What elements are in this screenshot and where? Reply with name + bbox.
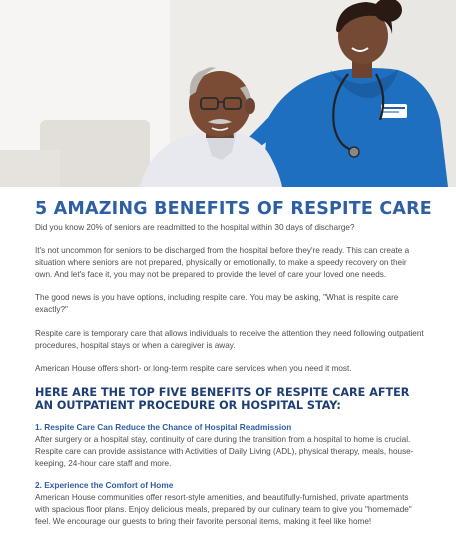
body-paragraph: It's not uncommon for seniors to be discharged from the hospital before they're ready. This can create a situation where seniors are not prepared, physically or emotionally, to make a speedy recovery on their own. And let's face it, you may not be prepared to provide the level of care your loved one needs. — [35, 246, 410, 280]
benefit-heading: 2. Experience the Comfort of Home — [35, 480, 174, 491]
page-title: 5 AMAZING BENEFITS OF RESPITE CARE — [35, 199, 432, 219]
benefit-item — [35, 480, 425, 528]
hero-photo — [0, 0, 456, 187]
article-body — [35, 222, 425, 538]
body-paragraph: Respite care is temporary care that allows individuals to receive the attention they need following outpatient procedures, hospital stays or when a caregiver is away. — [35, 328, 424, 350]
benefit-item — [35, 422, 425, 470]
body-paragraph: The good news is you have options, including respite care. You may be asking, "What is respite care exactly?" — [35, 293, 399, 315]
section-heading: HERE ARE THE TOP FIVE BENEFITS OF RESPITE CARE AFTER AN OUTPATIENT PROCEDURE OR HOSPITAL STAY: — [35, 385, 410, 412]
intro-paragraph: Did you know 20% of seniors are readmitted to the hospital within 30 days of discharge? — [35, 223, 355, 232]
senior-patient-and-nurse-photo — [0, 0, 456, 187]
benefit-body: American House communities offer resort-style amenities, and beautifully-furnished, private apartments with spacious floor plans. Enjoy delicious meals, prepared by our culinary team to give you "homemade" feel. We encourage our guests to bring their favorite personal items, making it feel like home! — [35, 493, 412, 527]
benefit-heading: 1. Respite Care Can Reduce the Chance of Hospital Readmission — [35, 421, 292, 432]
body-paragraph: American House offers short- or long-term respite care services when you need it most. — [35, 363, 352, 373]
benefit-body: After surgery or a hospital stay, continuity of care during the transition from a hospital to home is crucial. Respite care can provide assistance with Activities of Daily Living (ADL), physical therapy, meals, house-keeping, 24-hour care staff and more. — [35, 434, 414, 469]
